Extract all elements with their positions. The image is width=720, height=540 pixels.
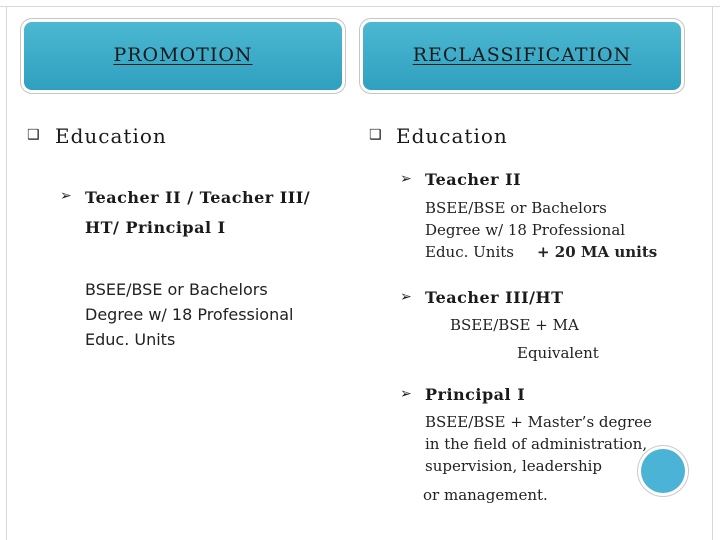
- right-item-title: Teacher II: [425, 170, 522, 189]
- right-item-line: supervision, leadership: [425, 457, 603, 475]
- right-item-line: BSEE/BSE + MA: [450, 316, 579, 334]
- left-item-title-line1: Teacher II / Teacher III/: [85, 188, 311, 207]
- reclassification-header-box: [363, 22, 681, 90]
- right-item-line: Educ. Units: [425, 243, 514, 261]
- arrow-bullet-icon: ➢: [400, 289, 412, 305]
- right-item-title: Teacher III/HT: [425, 288, 564, 307]
- right-item-line: BSEE/BSE or Bachelors: [425, 199, 607, 217]
- arrow-bullet-icon: ➢: [400, 386, 412, 402]
- right-item-line: BSEE/BSE + Master’s degree: [425, 413, 652, 431]
- square-bullet-icon: ❑: [369, 127, 382, 143]
- right-item-line-bold: + 20 MA units: [537, 243, 658, 261]
- left-requirement-line3: Educ. Units: [85, 330, 176, 349]
- promotion-header-label: PROMOTION: [113, 44, 253, 66]
- reclassification-header-label: RECLASSIFICATION: [412, 44, 632, 66]
- slide-border-top: [0, 6, 720, 7]
- arrow-bullet-icon: ➢: [60, 188, 72, 204]
- arrow-bullet-icon: ➢: [400, 171, 412, 187]
- slide-border-left: [6, 6, 7, 540]
- right-item-line: Equivalent: [517, 344, 599, 362]
- promotion-header-box: [24, 22, 342, 90]
- right-item-title: Principal I: [425, 385, 526, 404]
- left-requirement-line2: Degree w/ 18 Professional: [85, 305, 294, 324]
- left-education-heading: Education: [55, 124, 167, 148]
- right-education-heading: Education: [396, 124, 508, 148]
- decorative-circle: [641, 449, 685, 493]
- square-bullet-icon: ❑: [27, 127, 40, 143]
- right-item-line: or management.: [423, 486, 548, 504]
- left-item-title-line2: HT/ Principal I: [85, 218, 226, 237]
- right-item-line: in the field of administration,: [425, 435, 648, 453]
- slide-border-right: [712, 6, 713, 540]
- right-item-line: Degree w/ 18 Professional: [425, 221, 626, 239]
- left-requirement-line1: BSEE/BSE or Bachelors: [85, 280, 268, 299]
